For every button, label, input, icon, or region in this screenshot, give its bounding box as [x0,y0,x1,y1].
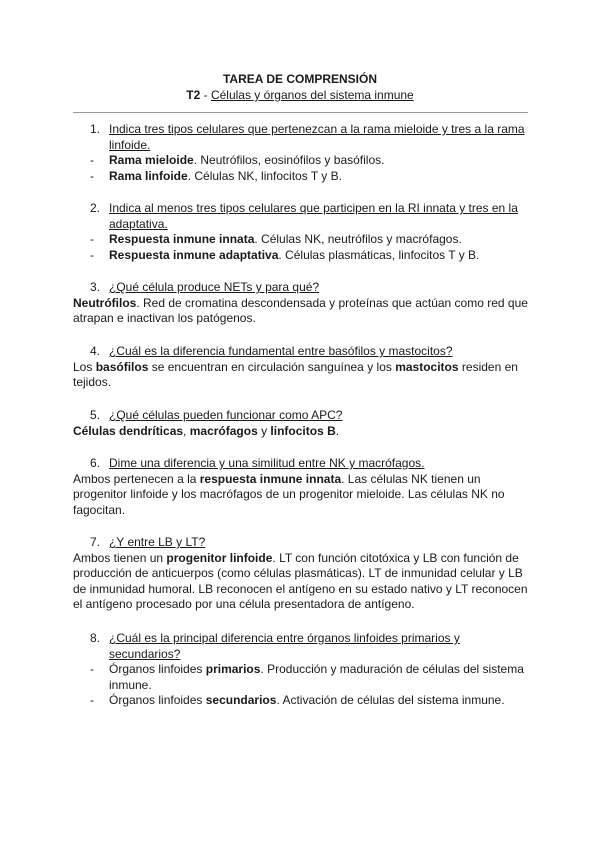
answer-bold: linfocitos B [270,423,336,438]
question-line [0,201,527,232]
question-text: ¿Qué célula produce NETs y para qué? [109,280,320,294]
answer-bullet [0,232,527,248]
answer-text: se encuentran en circulación sanguínea y los [148,359,396,374]
subtitle-topic: Células y órganos del sistema inmune [210,88,414,102]
answer-bold: basófilos [95,359,149,374]
bullet-dash: - [90,153,94,167]
subtitle-separator: - [200,88,211,102]
document-subtitle [0,87,600,103]
answer-bold: progenitor linfoide [166,550,273,565]
question-line [0,344,527,360]
answer-paragraph [0,360,528,391]
answer-bold: Neutrófilos [73,295,137,310]
answer-text: . [335,423,340,438]
question-text: Dime una diferencia y una similitud entre NK y macrófagos. [109,456,425,470]
answer-text: Ambos tienen un [73,550,167,565]
document-header [0,71,600,103]
question-line [0,280,527,296]
answer-text: . Células plasmáticas, linfocitos T y B. [278,247,480,262]
answer-text: . Neutrófilos, eosinófilos y basófilos. [193,153,385,167]
question-text: Indica tres tipos celulares que pertenezcan a la rama mieloide y tres a la rama linfoide. [109,122,525,152]
answer-paragraph [0,551,528,613]
answer-text: . LT con función citotóxica y LB con función de producción de anticuerpos (como células plasmáticas). LT de inmunidad celular y LB de inmunidad humoral. LB reconocen el antígeno en su estado nativo y LT reconocen el antígeno procesado por una célula presentadora de antígeno. [73,550,528,611]
question-6 [0,456,600,518]
answer-text: . Células NK, neutrófilos y macrófagos. [254,232,462,246]
answer-bullet [0,662,527,693]
answer-bullet [0,248,527,264]
question-text: ¿Cuál es la diferencia fundamental entre basófilos y mastocitos? [109,344,453,358]
answer-bullet [0,153,527,169]
question-7 [0,535,600,613]
question-line [0,408,527,424]
subtitle-prefix: T2 [186,88,201,102]
answer-bold: Células dendríticas [73,423,184,438]
answer-text: . Células NK, linfocitos T y B. [187,168,342,183]
header-divider [73,112,528,113]
answer-paragraph [0,296,528,327]
answer-text: . Producción y maduración de células del sistema inmune. [109,662,524,692]
bullet-dash: - [90,693,94,707]
question-line [0,535,527,551]
question-number: 4. [90,344,101,358]
question-3 [0,280,600,327]
question-number: 5. [90,408,101,422]
question-number: 6. [90,456,101,470]
answer-text: y [257,423,271,438]
answer-bold: Rama linfoide [109,168,188,183]
question-line [0,631,527,662]
answer-text: Órganos linfoides [109,693,206,707]
answer-text: Ambos pertenecen a la [73,471,200,486]
question-number: 2. [90,201,101,215]
question-text: ¿Cuál es la principal diferencia entre órganos linfoides primarios y secundarios? [109,631,460,661]
question-number: 8. [90,631,101,645]
question-number: 3. [90,280,101,294]
answer-bold: Respuesta inmune adaptativa [109,247,279,262]
answer-bold: Rama mieloide [109,153,194,167]
question-5 [0,408,600,439]
answer-paragraph [0,472,528,519]
question-line [0,456,527,472]
answer-text: . Red de cromatina descondensada y proteínas que actúan como red que atrapan e inactivan los patógenos. [73,295,528,325]
answer-paragraph [0,424,528,440]
answer-bullet [0,693,527,709]
answer-bold: primarios [205,662,261,676]
question-2 [0,201,600,263]
answer-bullet [0,169,527,185]
question-4 [0,344,600,391]
question-8 [0,631,600,709]
answer-bold: Respuesta inmune innata [109,232,255,246]
bullet-dash: - [90,232,94,246]
answer-text: residen en tejidos. [73,359,518,389]
question-number: 7. [90,535,101,549]
answer-bold: mastocitos [395,359,459,374]
answer-text: . Activación de células del sistema inmune. [276,693,505,707]
answer-bold: macrófagos [189,423,258,438]
answer-bold: respuesta inmune innata [199,471,342,486]
question-1 [0,122,600,184]
answer-text: Los [73,359,96,374]
question-number: 1. [90,122,101,136]
answer-text: . Las células NK tienen un progenitor linfoide y los macrófagos de un progenitor mieloide. Las células NK no fagocitan. [73,471,505,517]
question-text: ¿Qué células pueden funcionar como APC? [109,408,343,422]
answer-text: , [183,423,190,438]
question-text: Indica al menos tres tipos celulares que participen en la RI innata y tres en la adaptativa. [109,201,518,231]
question-line [0,122,527,153]
answer-text: Órganos linfoides [109,662,206,676]
bullet-dash: - [90,168,94,183]
document-title: TAREA DE COMPRENSIÓN [222,72,377,86]
bullet-dash: - [90,662,94,676]
answer-bold: secundarios [205,693,277,707]
bullet-dash: - [90,247,94,262]
question-text: ¿Y entre LB y LT? [109,535,206,549]
